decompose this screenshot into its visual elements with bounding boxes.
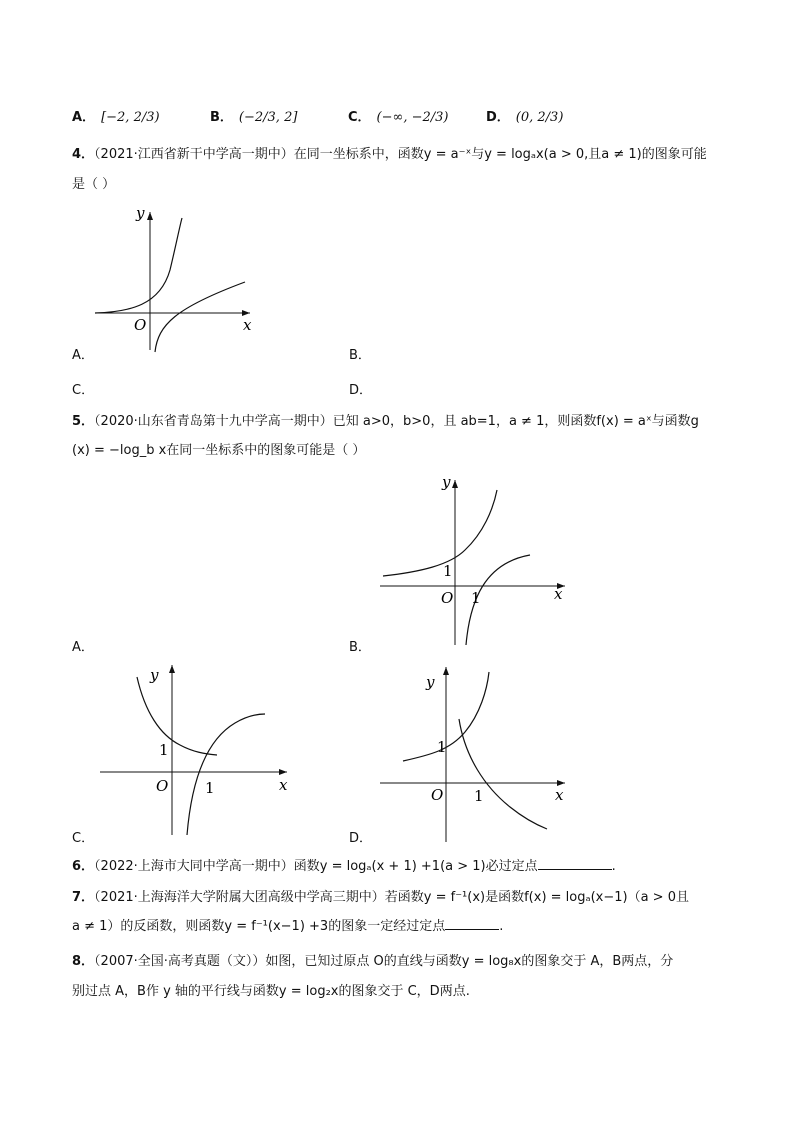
q5-graph-b bbox=[375, 465, 575, 650]
svg-text:O: O bbox=[441, 589, 454, 607]
q5-option-b: B． bbox=[349, 640, 371, 655]
q4-text-line1: 4．（2021·江西省新干中学高一期中）在同一坐标系中，函数y = a⁻ˣ与y = logₐx(a > 0,且a ≠ 1)的图象可能 bbox=[72, 147, 707, 162]
svg-text:y: y bbox=[442, 473, 451, 491]
q7-text-line1: 7．（2021·上海海洋大学附属大团高级中学高三期中）若函数y = f⁻¹(x)是函数f(x) = logₐ(x−1)（a > 0且 bbox=[72, 890, 689, 905]
svg-text:1: 1 bbox=[443, 562, 453, 580]
svg-text:1: 1 bbox=[159, 741, 169, 759]
svg-text:y: y bbox=[150, 666, 159, 684]
q6-answer-blank[interactable] bbox=[538, 857, 612, 870]
q3-option-c: C． (−∞, −2/3) bbox=[348, 110, 449, 125]
q4-option-d: D． bbox=[349, 383, 373, 398]
svg-text:1: 1 bbox=[471, 589, 481, 607]
q3-option-b: B． (−2/3, 2] bbox=[210, 110, 298, 125]
svg-text:O: O bbox=[156, 777, 169, 795]
q8-text-line1: 8．（2007·全国·高考真题（文））如图，已知过原点 O的直线与函数y = log₈x的图象交于 A，B两点，分 bbox=[72, 954, 674, 969]
svg-text:1: 1 bbox=[205, 779, 215, 797]
q7-text-line2: a ≠ 1）的反函数，则函数y = f⁻¹(x−1) +3的图象一定经过定点 . bbox=[72, 919, 504, 934]
svg-text:O: O bbox=[431, 786, 444, 804]
q4-text-line2: 是（ ） bbox=[72, 177, 116, 192]
q5-option-d: D． bbox=[349, 831, 373, 846]
q5-text-line2: (x) = −log_b x在同一坐标系中的图象可能是（ ） bbox=[72, 443, 366, 458]
q4-option-b: B． bbox=[349, 348, 371, 363]
q3-option-d: D． (0, 2/3) bbox=[486, 110, 564, 125]
svg-text:x: x bbox=[554, 585, 563, 603]
q4-graph-origin-label: O bbox=[134, 316, 147, 334]
q4-option-a: A． bbox=[72, 348, 94, 363]
q6-text: 6．（2022·上海市大同中学高一期中）函数y = logₐ(x + 1) +1(a > 1)必过定点 . bbox=[72, 859, 616, 874]
q7-answer-blank[interactable] bbox=[445, 917, 499, 930]
svg-text:x: x bbox=[279, 776, 288, 794]
q4-graph-y-label: y bbox=[136, 204, 145, 222]
svg-text:x: x bbox=[555, 786, 564, 804]
q4-option-c: C． bbox=[72, 383, 95, 398]
q5-option-a: A． bbox=[72, 640, 94, 655]
svg-text:1: 1 bbox=[474, 787, 484, 805]
svg-text:1: 1 bbox=[437, 738, 447, 756]
q4-graph-a bbox=[90, 200, 260, 360]
q8-text-line2: 别过点 A，B作 y 轴的平行线与函数y = log₂x的图象交于 C，D两点. bbox=[72, 984, 470, 999]
q3-option-a: A． [−2, 2/3) bbox=[72, 110, 160, 125]
q5-graph-c bbox=[95, 657, 295, 842]
q5-text-line1: 5．（2020·山东省青岛第十九中学高一期中）已知 a>0，b>0，且 ab=1，a ≠ 1，则函数f(x) = aˣ与函数g bbox=[72, 414, 699, 429]
q5-option-c: C． bbox=[72, 831, 95, 846]
q4-graph-x-label: x bbox=[243, 316, 252, 334]
q5-graph-d bbox=[375, 662, 575, 847]
svg-text:y: y bbox=[426, 673, 435, 691]
